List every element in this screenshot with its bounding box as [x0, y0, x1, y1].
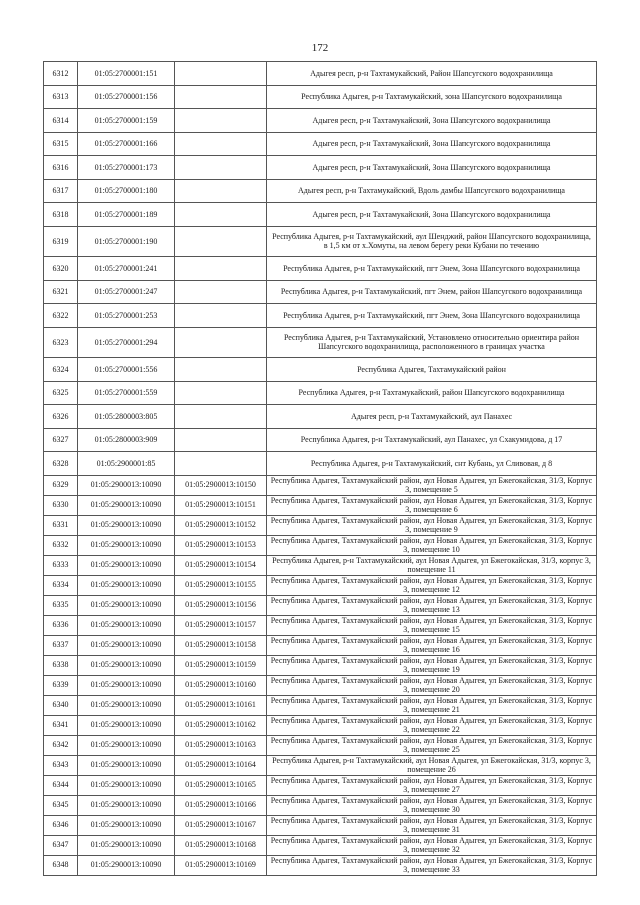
address-cell: Республика Адыгея, р-н Тахтамукайский, пгт Энем, район Шапсугского водохранилища [267, 280, 597, 304]
cadastral-number-cell: 01:05:2700001:189 [78, 203, 175, 227]
row-number-cell: 6329 [44, 475, 78, 495]
address-cell: Республика Адыгея, Тахтамукайский район, аул Новая Адыгея, ул Бжегокайская, 31/3, Корпус 3, помещение 5 [267, 475, 597, 495]
table-row [44, 535, 597, 555]
linked-cadastral-number-cell: 01:05:2900013:10155 [175, 575, 267, 595]
table-row [44, 755, 597, 775]
table-row [44, 795, 597, 815]
linked-cadastral-number-cell [175, 358, 267, 382]
address-cell: Республика Адыгея, Тахтамукайский район, аул Новая Адыгея, ул Бжегокайская, 31/3, Корпус 3, помещение 25 [267, 735, 597, 755]
row-number-cell: 6340 [44, 695, 78, 715]
linked-cadastral-number-cell [175, 405, 267, 429]
row-number-cell: 6339 [44, 675, 78, 695]
table-row [44, 381, 597, 405]
cadastral-number-cell: 01:05:2900013:10090 [78, 535, 175, 555]
row-number-cell: 6332 [44, 535, 78, 555]
address-cell: Республика Адыгея, р-н Тахтамукайский, пгт Энем, Зона Шапсугского водохранилища [267, 304, 597, 328]
row-number-cell: 6325 [44, 381, 78, 405]
address-cell: Адыгея респ, р-н Тахтамукайский, Вдоль дамбы Шапсугского водохранилища [267, 179, 597, 203]
linked-cadastral-number-cell: 01:05:2900013:10162 [175, 715, 267, 735]
table-row [44, 735, 597, 755]
cadastral-number-cell: 01:05:2700001:294 [78, 327, 175, 358]
address-cell: Республика Адыгея, Тахтамукайский район, аул Новая Адыгея, ул Бжегокайская, 31/3, Корпус 3, помещение 32 [267, 835, 597, 855]
table-row [44, 280, 597, 304]
row-number-cell: 6337 [44, 635, 78, 655]
row-number-cell: 6321 [44, 280, 78, 304]
linked-cadastral-number-cell: 01:05:2900013:10163 [175, 735, 267, 755]
cadastral-number-cell: 01:05:2700001:166 [78, 132, 175, 156]
linked-cadastral-number-cell: 01:05:2900013:10154 [175, 555, 267, 575]
table-row [44, 715, 597, 735]
address-cell: Республика Адыгея, р-н Тахтамукайский, аул Панахес, ул Схакумидова, д 17 [267, 428, 597, 452]
address-cell: Республика Адыгея, Тахтамукайский район [267, 358, 597, 382]
cadastral-number-cell: 01:05:2700001:253 [78, 304, 175, 328]
address-cell: Республика Адыгея, Тахтамукайский район, аул Новая Адыгея, ул Бжегокайская, 31/3, Корпус 3, помещение 21 [267, 695, 597, 715]
cadastral-number-cell: 01:05:2900013:10090 [78, 675, 175, 695]
row-number-cell: 6312 [44, 62, 78, 86]
linked-cadastral-number-cell: 01:05:2900013:10165 [175, 775, 267, 795]
table-row [44, 775, 597, 795]
linked-cadastral-number-cell [175, 226, 267, 257]
table-row [44, 132, 597, 156]
table-row [44, 327, 597, 358]
address-cell: Адыгея респ, р-н Тахтамукайский, Зона Шапсугского водохранилища [267, 132, 597, 156]
address-cell: Адыгея респ, р-н Тахтамукайский, аул Панахес [267, 405, 597, 429]
linked-cadastral-number-cell [175, 452, 267, 476]
address-cell: Республика Адыгея, Тахтамукайский район, аул Новая Адыгея, ул Бжегокайская, 31/3, Корпус 3, помещение 6 [267, 495, 597, 515]
cadastral-number-cell: 01:05:2900013:10090 [78, 855, 175, 875]
linked-cadastral-number-cell: 01:05:2900013:10161 [175, 695, 267, 715]
cadastral-number-cell: 01:05:2700001:556 [78, 358, 175, 382]
cadastral-number-cell: 01:05:2900013:10090 [78, 695, 175, 715]
row-number-cell: 6317 [44, 179, 78, 203]
row-number-cell: 6346 [44, 815, 78, 835]
table-row [44, 179, 597, 203]
row-number-cell: 6316 [44, 156, 78, 180]
row-number-cell: 6327 [44, 428, 78, 452]
address-cell: Республика Адыгея, Тахтамукайский район, аул Новая Адыгея, ул Бжегокайская, 31/3, Корпус 3, помещение 12 [267, 575, 597, 595]
linked-cadastral-number-cell: 01:05:2900013:10159 [175, 655, 267, 675]
table-row [44, 475, 597, 495]
linked-cadastral-number-cell: 01:05:2900013:10157 [175, 615, 267, 635]
row-number-cell: 6334 [44, 575, 78, 595]
cadastral-number-cell: 01:05:2800003:909 [78, 428, 175, 452]
address-cell: Адыгея респ, р-н Тахтамукайский, Зона Шапсугского водохранилища [267, 156, 597, 180]
address-cell: Республика Адыгея, Тахтамукайский район, аул Новая Адыгея, ул Бжегокайская, 31/3, Корпус 3, помещение 31 [267, 815, 597, 835]
address-cell: Республика Адыгея, р-н Тахтамукайский, аул Шенджий, район Шапсугского водохранилища, в 1,5 км от х.Хомуты, на левом берегу реки Кубани по течению [267, 226, 597, 257]
linked-cadastral-number-cell [175, 132, 267, 156]
row-number-cell: 6322 [44, 304, 78, 328]
linked-cadastral-number-cell [175, 62, 267, 86]
linked-cadastral-number-cell [175, 381, 267, 405]
address-cell: Республика Адыгея, Тахтамукайский район, аул Новая Адыгея, ул Бжегокайская, 31/3, Корпус 3, помещение 19 [267, 655, 597, 675]
cadastral-number-cell: 01:05:2900013:10090 [78, 475, 175, 495]
row-number-cell: 6343 [44, 755, 78, 775]
cadastral-number-cell: 01:05:2900013:10090 [78, 815, 175, 835]
address-cell: Республика Адыгея, Тахтамукайский район, аул Новая Адыгея, ул Бжегокайская, 31/3, Корпус 3, помещение 13 [267, 595, 597, 615]
row-number-cell: 6341 [44, 715, 78, 735]
linked-cadastral-number-cell: 01:05:2900013:10152 [175, 515, 267, 535]
table-row [44, 428, 597, 452]
row-number-cell: 6326 [44, 405, 78, 429]
cadastral-number-cell: 01:05:2700001:156 [78, 85, 175, 109]
table-row [44, 452, 597, 476]
row-number-cell: 6328 [44, 452, 78, 476]
row-number-cell: 6324 [44, 358, 78, 382]
table-row [44, 695, 597, 715]
table-row [44, 257, 597, 281]
row-number-cell: 6338 [44, 655, 78, 675]
address-cell: Республика Адыгея, р-н Тахтамукайский, аул Новая Адыгея, ул Бжегокайская, 31/3, корпус 3, помещение 26 [267, 755, 597, 775]
table-row [44, 595, 597, 615]
address-cell: Республика Адыгея, Тахтамукайский район, аул Новая Адыгея, ул Бжегокайская, 31/3, Корпус 3, помещение 10 [267, 535, 597, 555]
table-row [44, 109, 597, 133]
linked-cadastral-number-cell: 01:05:2900013:10164 [175, 755, 267, 775]
table-row [44, 405, 597, 429]
linked-cadastral-number-cell [175, 327, 267, 358]
table-row [44, 495, 597, 515]
linked-cadastral-number-cell: 01:05:2900013:10150 [175, 475, 267, 495]
cadastral-number-cell: 01:05:2700001:180 [78, 179, 175, 203]
address-cell: Республика Адыгея, Тахтамукайский район, аул Новая Адыгея, ул Бжегокайская, 31/3, Корпус 3, помещение 15 [267, 615, 597, 635]
address-cell: Республика Адыгея, р-н Тахтамукайский, пгт Энем, Зона Шапсугского водохранилища [267, 257, 597, 281]
table-row [44, 575, 597, 595]
table-row [44, 815, 597, 835]
row-number-cell: 6345 [44, 795, 78, 815]
address-cell: Адыгея респ, р-н Тахтамукайский, Зона Шапсугского водохранилища [267, 203, 597, 227]
linked-cadastral-number-cell: 01:05:2900013:10167 [175, 815, 267, 835]
table-row [44, 203, 597, 227]
row-number-cell: 6335 [44, 595, 78, 615]
linked-cadastral-number-cell: 01:05:2900013:10151 [175, 495, 267, 515]
row-number-cell: 6348 [44, 855, 78, 875]
address-cell: Республика Адыгея, Тахтамукайский район, аул Новая Адыгея, ул Бжегокайская, 31/3, Корпус 3, помещение 22 [267, 715, 597, 735]
linked-cadastral-number-cell: 01:05:2900013:10158 [175, 635, 267, 655]
row-number-cell: 6318 [44, 203, 78, 227]
row-number-cell: 6347 [44, 835, 78, 855]
address-cell: Республика Адыгея, р-н Тахтамукайский, снт Кубань, ул Сливовая, д 8 [267, 452, 597, 476]
table-row [44, 635, 597, 655]
linked-cadastral-number-cell [175, 156, 267, 180]
address-cell: Республика Адыгея, Тахтамукайский район, аул Новая Адыгея, ул Бжегокайская, 31/3, Корпус 3, помещение 33 [267, 855, 597, 875]
row-number-cell: 6314 [44, 109, 78, 133]
table-row [44, 156, 597, 180]
cadastral-number-cell: 01:05:2900013:10090 [78, 495, 175, 515]
linked-cadastral-number-cell: 01:05:2900013:10160 [175, 675, 267, 695]
row-number-cell: 6344 [44, 775, 78, 795]
row-number-cell: 6320 [44, 257, 78, 281]
row-number-cell: 6330 [44, 495, 78, 515]
cadastral-number-cell: 01:05:2800003:805 [78, 405, 175, 429]
table-row [44, 655, 597, 675]
cadastral-number-cell: 01:05:2900013:10090 [78, 575, 175, 595]
linked-cadastral-number-cell: 01:05:2900013:10166 [175, 795, 267, 815]
cadastral-number-cell: 01:05:2900013:10090 [78, 655, 175, 675]
table-row [44, 675, 597, 695]
registry-table-body [44, 62, 597, 876]
cadastral-number-cell: 01:05:2900013:10090 [78, 795, 175, 815]
table-row [44, 855, 597, 875]
cadastral-number-cell: 01:05:2700001:241 [78, 257, 175, 281]
row-number-cell: 6323 [44, 327, 78, 358]
linked-cadastral-number-cell [175, 85, 267, 109]
cadastral-number-cell: 01:05:2900013:10090 [78, 635, 175, 655]
address-cell: Республика Адыгея, Тахтамукайский район, аул Новая Адыгея, ул Бжегокайская, 31/3, Корпус 3, помещение 16 [267, 635, 597, 655]
cadastral-number-cell: 01:05:2900013:10090 [78, 735, 175, 755]
cadastral-number-cell: 01:05:2900013:10090 [78, 715, 175, 735]
address-cell: Республика Адыгея, Тахтамукайский район, аул Новая Адыгея, ул Бжегокайская, 31/3, Корпус 3, помещение 27 [267, 775, 597, 795]
linked-cadastral-number-cell [175, 109, 267, 133]
cadastral-number-cell: 01:05:2700001:159 [78, 109, 175, 133]
cadastral-number-cell: 01:05:2900013:10090 [78, 615, 175, 635]
address-cell: Республика Адыгея, Тахтамукайский район, аул Новая Адыгея, ул Бжегокайская, 31/3, Корпус 3, помещение 20 [267, 675, 597, 695]
address-cell: Республика Адыгея, р-н Тахтамукайский, зона Шапсугского водохранилища [267, 85, 597, 109]
table-row [44, 226, 597, 257]
row-number-cell: 6313 [44, 85, 78, 109]
cadastral-number-cell: 01:05:2700001:151 [78, 62, 175, 86]
linked-cadastral-number-cell: 01:05:2900013:10168 [175, 835, 267, 855]
cadastral-number-cell: 01:05:2900013:10090 [78, 755, 175, 775]
table-row [44, 62, 597, 86]
row-number-cell: 6342 [44, 735, 78, 755]
cadastral-number-cell: 01:05:2700001:190 [78, 226, 175, 257]
linked-cadastral-number-cell: 01:05:2900013:10169 [175, 855, 267, 875]
cadastral-number-cell: 01:05:2700001:173 [78, 156, 175, 180]
row-number-cell: 6315 [44, 132, 78, 156]
row-number-cell: 6333 [44, 555, 78, 575]
cadastral-number-cell: 01:05:2900001:85 [78, 452, 175, 476]
table-row [44, 835, 597, 855]
table-row [44, 555, 597, 575]
row-number-cell: 6336 [44, 615, 78, 635]
table-row [44, 615, 597, 635]
registry-table [43, 61, 597, 876]
address-cell: Республика Адыгея, р-н Тахтамукайский, аул Новая Адыгея, ул Бжегокайская, 31/3, корпус 3, помещение 11 [267, 555, 597, 575]
linked-cadastral-number-cell [175, 280, 267, 304]
table-row [44, 304, 597, 328]
page-number: 172 [311, 42, 329, 54]
address-cell: Республика Адыгея, Тахтамукайский район, аул Новая Адыгея, ул Бжегокайская, 31/3, Корпус 3, помещение 30 [267, 795, 597, 815]
cadastral-number-cell: 01:05:2700001:559 [78, 381, 175, 405]
table-row [44, 85, 597, 109]
linked-cadastral-number-cell [175, 428, 267, 452]
row-number-cell: 6331 [44, 515, 78, 535]
linked-cadastral-number-cell [175, 203, 267, 227]
table-row [44, 358, 597, 382]
cadastral-number-cell: 01:05:2900013:10090 [78, 595, 175, 615]
linked-cadastral-number-cell: 01:05:2900013:10153 [175, 535, 267, 555]
linked-cadastral-number-cell: 01:05:2900013:10156 [175, 595, 267, 615]
cadastral-number-cell: 01:05:2900013:10090 [78, 515, 175, 535]
linked-cadastral-number-cell [175, 257, 267, 281]
cadastral-number-cell: 01:05:2900013:10090 [78, 835, 175, 855]
address-cell: Республика Адыгея, р-н Тахтамукайский, Установлено относительно ориентира район Шапсугского водохранилища, расположенного в границах участка [267, 327, 597, 358]
cadastral-number-cell: 01:05:2900013:10090 [78, 555, 175, 575]
address-cell: Республика Адыгея, р-н Тахтамукайский, район Шапсугского водохранилища [267, 381, 597, 405]
address-cell: Республика Адыгея, Тахтамукайский район, аул Новая Адыгея, ул Бжегокайская, 31/3, Корпус 3, помещение 9 [267, 515, 597, 535]
address-cell: Адыгея респ, р-н Тахтамукайский, Район Шапсугского водохранилища [267, 62, 597, 86]
address-cell: Адыгея респ, р-н Тахтамукайский, Зона Шапсугского водохранилища [267, 109, 597, 133]
cadastral-number-cell: 01:05:2700001:247 [78, 280, 175, 304]
cadastral-number-cell: 01:05:2900013:10090 [78, 775, 175, 795]
row-number-cell: 6319 [44, 226, 78, 257]
table-row [44, 515, 597, 535]
linked-cadastral-number-cell [175, 304, 267, 328]
linked-cadastral-number-cell [175, 179, 267, 203]
